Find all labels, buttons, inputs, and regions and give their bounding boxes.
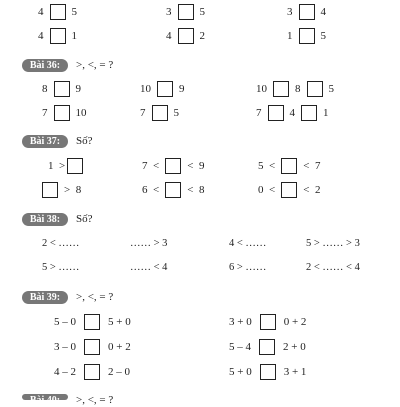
answer-box[interactable] [157,81,173,97]
right-expression: 3 + 1 [283,366,307,379]
operator: > [59,160,66,173]
answer-box[interactable] [307,81,323,97]
answer-box[interactable] [178,28,194,44]
answer-box[interactable] [178,4,194,20]
cmp-37-2-1 [36,182,81,198]
answer-box[interactable] [281,158,297,174]
cmp-39-1-2 [229,314,306,330]
right-expression: 0 + 2 [108,341,131,354]
right-number: 8 [295,83,301,96]
right-number: 5 [199,6,205,19]
cmp-36-2-3 [256,105,329,121]
trailing-number: 1 [323,107,329,120]
right-expression: 2 – 0 [108,366,130,379]
operator: < [303,160,310,173]
right-number: 2 [314,184,321,197]
right-number: 1 [71,30,77,43]
answer-box[interactable] [50,4,66,20]
answer-box[interactable] [165,158,181,174]
cmp-top-1-3 [287,4,326,20]
left-number: 8 [42,83,48,96]
exercise-badge-39: Bài 39: [22,291,68,304]
left-number: 6 [142,184,148,197]
cmp-36-1-1 [42,81,81,97]
operator: < [269,160,276,173]
cmp-37-1-3 [258,158,320,174]
exercise-badge-36: Bài 36: [22,59,68,72]
left-expression: 3 – 0 [54,341,76,354]
answer-box[interactable] [260,364,276,380]
answer-box[interactable] [299,4,315,20]
cmp-37-1-1 [48,158,89,174]
left-number: 3 [166,6,172,19]
answer-box[interactable] [50,28,66,44]
answer-box[interactable] [273,81,289,97]
cmp-37-1-2 [142,158,204,174]
left-number: 1 [287,30,293,43]
cmp-top-1-1 [38,4,77,20]
left-number: 4 [166,30,172,43]
cmp-top-1-2 [166,4,205,20]
left-number: 5 [258,160,264,173]
right-number: 2 [199,30,205,43]
exercise-instruction-36: >, <, = ? [76,59,114,71]
answer-box[interactable] [299,28,315,44]
exercise-instruction-37: Số? [76,135,93,147]
cmp-top-2-2 [166,28,205,44]
left-number: 10 [140,83,151,96]
exercise-instruction-38: Số? [76,213,93,225]
answer-box[interactable] [165,182,181,198]
exercise-badge-37: Bài 37: [22,135,68,148]
cmp-39-1-1 [54,314,131,330]
operator: > [64,184,71,197]
answer-box[interactable] [84,339,100,355]
right-number: 9 [198,160,205,173]
cmp-39-3-1 [54,364,130,380]
exercise-badge-40: Bài 40: [22,394,68,400]
right-number: 4 [320,6,326,19]
answer-box[interactable] [301,105,317,121]
cmp-36-1-2 [140,81,185,97]
cmp-37-2-3 [258,182,320,198]
right-number: 5 [173,107,179,120]
left-expression: 4 – 2 [54,366,76,379]
left-number: 7 [256,107,262,120]
left-number: 7 [142,160,148,173]
cmp-top-2-1 [38,28,77,44]
left-number: 1 [48,160,54,173]
right-number: 8 [198,184,205,197]
operator: < [187,184,194,197]
fill-blank-1-1[interactable]: 2 < …… [42,238,80,249]
left-number: 0 [258,184,264,197]
answer-box[interactable] [54,81,70,97]
answer-box[interactable] [67,158,83,174]
cmp-39-2-2 [229,339,306,355]
right-number: 4 [289,107,295,120]
answer-box[interactable] [42,182,58,198]
right-number: 7 [314,160,321,173]
operator: < [153,184,160,197]
right-number: 9 [75,83,81,96]
right-number: 9 [179,83,185,96]
operator: < [187,160,194,173]
cmp-39-2-1 [54,339,131,355]
fill-blank-1-3[interactable]: 4 < …… [229,238,267,249]
answer-box[interactable] [84,364,100,380]
answer-box[interactable] [54,105,70,121]
left-number: 4 [38,30,44,43]
cmp-36-1-3 [256,81,334,97]
cmp-36-2-2 [140,105,179,121]
answer-box[interactable] [152,105,168,121]
left-number: 4 [38,6,44,19]
left-number: 7 [140,107,146,120]
answer-box[interactable] [84,314,100,330]
left-number: 10 [256,83,267,96]
right-expression: 2 + 0 [283,341,306,354]
right-number: 8 [75,184,82,197]
exercise-instruction-40: >, <, = ? [76,394,114,406]
cmp-36-2-1 [42,105,87,121]
left-expression: 3 + 0 [229,316,252,329]
left-expression: 5 + 0 [229,366,252,379]
fill-blank-2-2[interactable]: …… < 4 [130,262,168,273]
fill-blank-1-2[interactable]: …… > 3 [130,238,168,249]
cmp-39-3-2 [229,364,306,380]
answer-box[interactable] [260,314,276,330]
left-number: 3 [287,6,293,19]
right-number: 5 [71,6,77,19]
exercise-instruction-39: >, <, = ? [76,291,114,303]
operator: < [303,184,310,197]
fill-blank-2-3[interactable]: 6 > …… [229,262,267,273]
fill-blank-2-1[interactable]: 5 > …… [42,262,80,273]
left-expression: 5 – 4 [229,341,251,354]
right-expression: 5 + 0 [108,316,131,329]
answer-box[interactable] [259,339,275,355]
answer-box[interactable] [281,182,297,198]
right-number: 10 [75,107,87,120]
left-number: 7 [42,107,48,120]
trailing-number: 5 [328,83,334,96]
exercise-badge-38: Bài 38: [22,213,68,226]
cmp-top-2-3 [287,28,326,44]
fill-blank-1-4[interactable]: 5 > …… > 3 [306,238,360,249]
right-number: 5 [320,30,326,43]
answer-box[interactable] [268,105,284,121]
fill-blank-2-4[interactable]: 2 < …… < 4 [306,262,360,273]
cmp-37-2-2 [142,182,204,198]
operator: < [153,160,160,173]
left-expression: 5 – 0 [54,316,76,329]
right-expression: 0 + 2 [283,316,307,329]
operator: < [269,184,276,197]
